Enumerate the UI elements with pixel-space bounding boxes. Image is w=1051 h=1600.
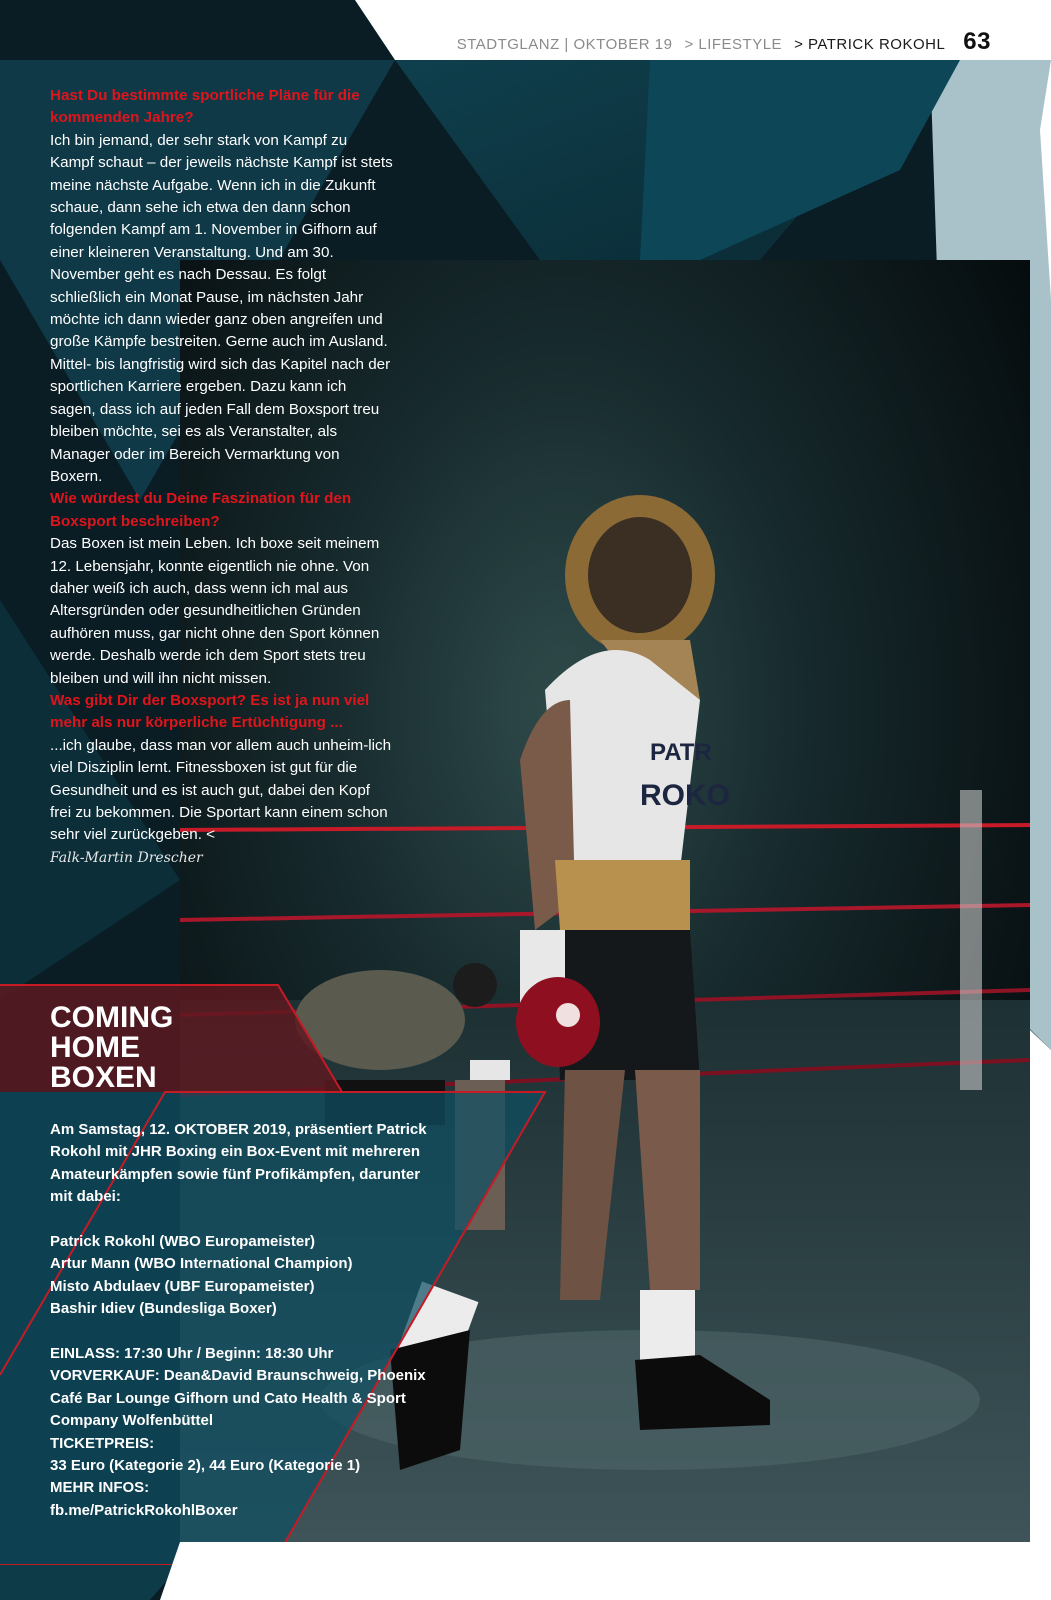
shirt-text-line1: PATR — [650, 739, 712, 766]
ticket-price-label: TICKETPREIS: — [50, 1434, 155, 1452]
answer-3: ...ich glaube, dass man vor allem auch unheim-lich viel Disziplin lernt. Fitnessboxen ist gut für die Gesundheit und es ist auch gut, dabei den Kopf frei zu bekommen. Die Sportart kann einem schon sehr viel zurückgeben. < — [50, 736, 392, 844]
page-number: 63 — [963, 28, 991, 55]
author-byline: Falk-Martin Drescher — [50, 849, 203, 866]
question-3: Was gibt Dir der Boxsport? Es ist ja nun viel mehr als nur körperliche Ertüchtigung ... — [50, 691, 370, 732]
fighter-item: Patrick Rokohl (WBO Europameister) — [50, 1233, 316, 1251]
interview-text — [50, 85, 395, 869]
event-presale: VORVERKAUF: Dean&David Braunschweig, Phoenix Café Bar Lounge Gifhorn und Cato Health & Sport Company Wolfenbüttel — [50, 1367, 426, 1430]
answer-2: Das Boxen ist mein Leben. Ich boxe seit meinem 12. Lebensjahr, konnte eigentlich nie ohne. Von daher weiß ich auch, dass wenn ich mal aus Altersgründen oder gesundheitlichen Gründen aufhören muss, gar nicht ohne den Sport können werde. Deshalb werde ich dem Sport stets treu bleiben und will ihn nicht missen. — [50, 535, 380, 687]
more-info-link[interactable]: fb.me/PatrickRokohlBoxer — [50, 1501, 238, 1519]
event-title-line: COMING — [50, 1001, 174, 1034]
page-header — [457, 28, 991, 58]
event-title — [50, 1003, 173, 1093]
shirt-text-line2: ROKO — [640, 779, 730, 812]
answer-1: Ich bin jemand, der sehr stark von Kampf zu Kampf schaut – der jeweils nächste Kampf ist stets meine nächste Aufgabe. Wenn ich in die Zukunft schaue, dann sehe ich etwa den dann schon folgenden Kampf am 1. November in Gifhorn auf einer kleineren Veranstaltung. Und am 30. November geht es nach Dessau. Es folgt schließlich ein Monat Pause, im nächsten Jahr möchte ich dann wieder ganz oben angreifen und große Kämpfe bestreiten. Gerne auch im Ausland. Mittel- bis langfristig wird sich das Kapitel nach der sportlichen Karriere ergeben. Dazu kann ich sagen, dass ich auf jeden Fall dem Boxsport treu bleiben möchte, sei es als Veranstalter, als Manager oder im Bereich Vermarktung von Boxern. — [50, 131, 393, 485]
event-title-line: HOME — [50, 1031, 140, 1064]
question-1: Hast Du bestimmte sportliche Pläne für die kommenden Jahre? — [50, 87, 360, 127]
event-intro: Am Samstag, 12. OKTOBER 2019, präsentiert Patrick Rokohl mit JHR Boxing ein Box-Event mit mehreren Amateurkämpfen sowie fünf Profikämpfen, darunter mit dabei: — [50, 1121, 427, 1206]
fighter-item: Misto Abdulaev (UBF Europameister) — [50, 1277, 315, 1295]
fighter-item: Artur Mann (WBO International Champion) — [50, 1255, 353, 1273]
ticket-price: 33 Euro (Kategorie 2), 44 Euro (Kategorie 1) — [50, 1457, 361, 1475]
event-admission: EINLASS: 17:30 Uhr / Beginn: 18:30 Uhr — [50, 1345, 334, 1363]
more-info-label: MEHR INFOS: — [50, 1479, 150, 1497]
question-2: Wie würdest du Deine Faszination für den Boxsport beschreiben? — [50, 490, 352, 530]
event-details — [50, 1119, 430, 1522]
event-title-line: BOXEN — [50, 1061, 157, 1094]
magazine-issue: STADTGLANZ | OKTOBER 19 — [456, 36, 673, 53]
section-label: > LIFESTYLE — [684, 36, 783, 53]
fighter-item: Bashir Idiev (Bundesliga Boxer) — [50, 1300, 277, 1318]
article-label: > PATRICK ROKOHL — [794, 36, 946, 53]
